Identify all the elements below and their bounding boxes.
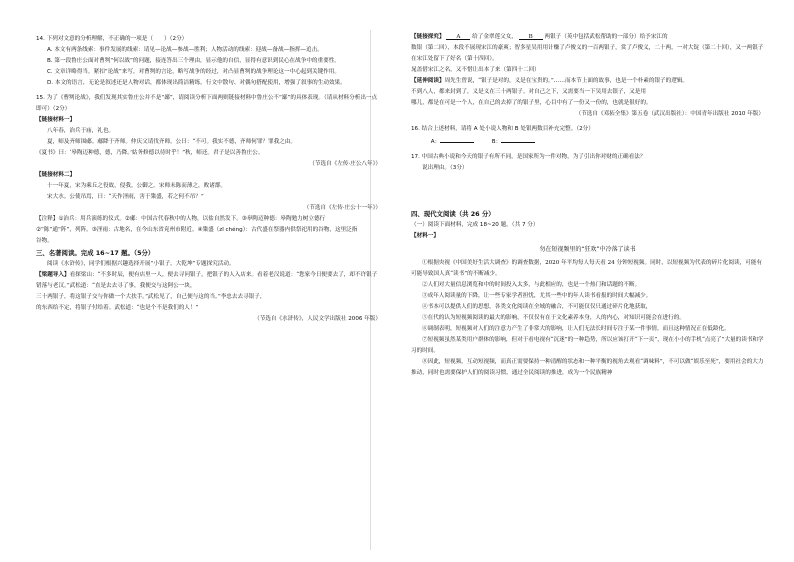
q15-stem: 15. 为了《曹刿论战》，我们发现其实鲁庄公并不是“鄙”，请阅读分析下面两则链接材料中鲁庄公不“鄙”的具体表现。（请从材料分析出一点即可）（2分） — [36, 95, 378, 112]
q14-option-a: A. 本文有两条线索：事件发展的线索：请见—论战—参战—胜利；人物活动的线索：迎战—备战—指挥—追击。 — [47, 47, 323, 53]
section4-sub: （一）阅读下面材料，完成 18~20 题。（共 7 分） — [411, 222, 539, 228]
article-p5: ⑤在代的认为短视频阅读的最大的影响，不仅仅有在于文化素养本身，人的内心，对知识可能会在进行的。 — [422, 315, 685, 321]
q16-b-label: B： — [491, 139, 502, 145]
q14-option-c: C. 文章详略得当。紧扣“论战”来写，对曹刿的言论，略写战争的经过，对凸显曹刿的战争理论这一中心起到关键作用。 — [47, 69, 340, 75]
explore-text2: 数银（第二回），本段不展现宋江的豪爽；智多星吴用用计赚了卢俊义的一百两银子，赏了卢俊义，二十两，一对大锭（第二十回），又一两银子在宋江处留下了好名（第十四回）。 — [411, 45, 764, 62]
explore-source: （节选自《邓拓全集》第五卷（武汉出版社）：中国青年出版社 2010 年版） — [575, 111, 764, 117]
section3-text1 — [36, 270, 381, 292]
explore-text6: 哪儿，都是在可是一个人，在自己的去掉了的银子里，心目中有了一份又一份的，也就是很好的。 — [411, 100, 652, 106]
material1-text1: 八年春，治兵于庙，礼也。 — [47, 128, 115, 134]
material1-text3: 《夏书》曰：‘皋陶迈种德，德，乃降。’姑务修德以待时乎！”秋，师还。君子是以善鲁庄公。 — [36, 150, 264, 156]
explore-text3: 晁盖借宋江之名，又不惜让出本了来（第四十二回） — [411, 67, 540, 73]
article-p2: ②人们对大量信息浏览和中的时间投入太多，与此相应的，也是一个热门和话题的不断。 — [422, 282, 641, 288]
right-page — [397, 0, 794, 562]
article-p6: ⑥调制表明，短视频对人们的注意力产生了非常大的影响，让人们无法长时间专注于某一件事情，而且这种情况正在低龄化。 — [422, 326, 730, 332]
material2-text1: 十一年夏，宋为乘丘之役故，侵我。公御之。宋师未陈而薄之，败诸鄑。 — [47, 183, 227, 189]
explore-text5: 不到八人，都来封到了，义是义在三十两银子。对自己之下，又需要当一下吴用去银子，又是用 — [411, 89, 646, 95]
section3-title: 三、名著阅读。完成 16~17 题。（5分） — [36, 249, 155, 257]
section3-tag: 【梁题导入】 — [36, 272, 70, 278]
section3-source: （节选自《水浒传》，人民文学出版社 2006 年版） — [254, 316, 381, 322]
blank-a[interactable]: A — [446, 32, 470, 40]
q16-answers — [411, 135, 764, 148]
explore-mid: 给了金翠莲父女， — [472, 34, 517, 40]
section3-text2: 三十两银子，将这银子交与你做一个大扶手。”武松见了，自己便与这的当。”李忠去去寻银子， — [36, 294, 266, 300]
section4-tag: 【材料一】 — [411, 233, 439, 239]
q16-b-blank[interactable] — [501, 135, 535, 143]
article-title: 勿在短视频里的“狂欢”中冷落了读书 — [539, 246, 636, 253]
q16-stem: 16. 结合上述材料，请将 A 处小说人物和 B 处银两数目补充完整。（2分） — [411, 126, 594, 132]
notes-line1: 【注释】①治兵：用兵演练的仪式。②郕：中国古代春秋中的人物，以盐自然发下。③皋陶迈种德：皋陶勉力树立德行 — [36, 216, 326, 222]
material1-source: （节选自《左传·庄公八年》） — [309, 161, 381, 167]
explore-extend — [411, 76, 764, 87]
extend-tag: 【延伸阅读】 — [411, 78, 445, 84]
notes-line2: ②“陈”通“阵”，列阵。③淫雨：古地名，在今山东省兖州市附近。④粢盛（zī chéng）：古代盛在祭器内供祭祀用的谷物，这里泛指 — [36, 227, 358, 233]
material2-text2: 宋大水。公使吊焉，曰：“天作淫雨，害于粢盛，若之何不吊？” — [47, 194, 204, 200]
article-p3: ③成年人阅读量的下降，让一些专家学者担忧，尤其一些中的年人读书看报的时间大幅减少。 — [422, 293, 652, 299]
section3-text1-body: 看探梁山：“不多时辰，便有店里一人，便去寻问银子，把银子的人入店来。看着老汉说道：“您家今日便要去了，却不许银子错落与老汉。”武松道：“直是去去寻了事，我便交与这阿公一块， — [36, 272, 378, 289]
q14-stem: 14. 下列对文意的分析理解，不正确的一项是（ ）（2分） — [36, 36, 188, 42]
article-p8: ⑧因此，短视频，互动短视频，而真正需要保持一种清醒的状态和一种平衡的视角去观看“调味料”，不可以做“娱乐至死”，要用社会的大力推动，同时也需要保护人们的阅读习惯，通过全民阅读的推进，成为一个民族精神 — [411, 359, 764, 376]
article-p7: ⑦短视频虽然某类用户群体的影响，但对于看电视有“沉迷”的一种趋势，所以应该打开“下一页”，现在小小的手机“点亮了”大量的读书和学习的时间。 — [411, 337, 764, 354]
material2-source: （节选自《左传·庄公十一年》） — [303, 205, 381, 211]
explore-text4: 周先生曾说，“银子是对的，义是在宝贵的。”……而本节上面的故事，也是一个朴素的银子的逻辑。 — [444, 78, 689, 84]
blank-b[interactable]: B — [519, 32, 543, 40]
section3-text3: 的东西给不定，将银子付给着。武松道：“也是个不是我们的人！” — [36, 305, 199, 311]
explore-tag: 【链接探究】 — [411, 34, 445, 40]
q16-a-blank[interactable] — [440, 135, 474, 143]
notes-line3: 谷物。 — [36, 238, 53, 244]
q14-option-d: D. 本文的语言，无论是叙述还是人物对话，都体现出简洁精练。行文中散句、对偶句搭配使用，增强了叙事的生动效果。 — [47, 80, 346, 86]
article-p1: ①根据央视《中国美好生活大调查》的调查数据，2020 年平均每人每天看 24 分钟短视频。同时，以短视频为代表的碎片化阅读，可能有可能导致国人真“读书”的不断减少。 — [411, 260, 762, 277]
q17-stem: 17. 中国古典小说和今天的银子有所不同，是国家所为一件对物，为了引出你对财的正确看法？ — [411, 154, 646, 160]
q17-stem2: 说出理由。（3分） — [422, 165, 468, 171]
material1-tag: 【链接材料一】 — [36, 117, 76, 123]
section3-intro: 阅读《水浒传》，同学们根据兴趣选择开展“小银子，大乾坤”专题探究活动。 — [47, 261, 235, 267]
material1-text2: 夏，师及齐师围郕。郕降于齐师。仲庆父请伐齐师。公曰：“不可。我实不德，齐师何罪？罪我之由。 — [47, 139, 296, 145]
q14-option-b: B. 第一段鲁庄公面对曹刿“何以战”的问题，接连答出三个理由，显示他的自信，显得有意识到民心在战争中的重要性。 — [47, 58, 340, 64]
article-p4: ④书本可以提供人们的思想，各类文化阅读在全域的融合，不可能仅仅只通过碎片化地获取， — [422, 304, 652, 310]
material2-tag: 【链接材料二】 — [36, 172, 76, 178]
explore-text1: 两银子（英中包括武松帮助的一部分）给予宋江的 — [544, 34, 668, 40]
q16-a-label: A： — [430, 139, 441, 145]
explore-line1 — [411, 32, 764, 43]
section4-title: 四、现代文阅读（共 26 分） — [411, 210, 495, 218]
